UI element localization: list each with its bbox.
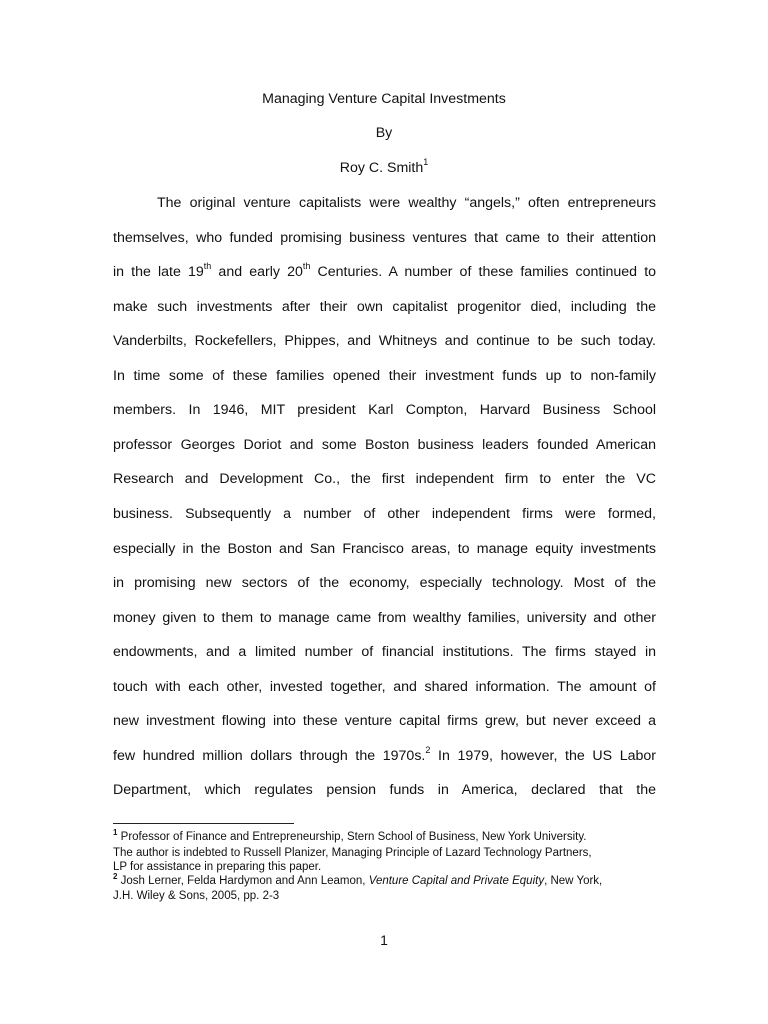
body-line-17-part-a: few hundred million dollars through the 1970s.	[113, 748, 426, 764]
body-line-7: members. In 1946, MIT president Karl Compton, Harvard Business School	[113, 402, 656, 418]
body-line-9: Research and Development Co., the first independent firm to enter the VC	[113, 471, 656, 487]
footnote-2-marker: 2	[113, 872, 118, 882]
footnote-2-line-1	[113, 874, 673, 888]
byline-by: By	[375, 125, 393, 141]
body-line-1: The original venture capitalists were wealthy “angels,” often entrepreneurs	[157, 195, 656, 211]
footnote-1-marker: 1	[113, 828, 118, 838]
body-line-8: professor Georges Doriot and some Boston business leaders founded American	[113, 437, 656, 453]
author-text: Roy C. Smith	[339, 160, 424, 176]
page-number: 1	[380, 932, 388, 948]
superscript-th-2: th	[302, 261, 311, 272]
footnote-1-line-1	[113, 830, 673, 844]
author-footnote-marker: 1	[423, 157, 429, 168]
footnote-2-line-2: J.H. Wiley & Sons, 2005, pp. 2-3	[113, 890, 280, 902]
footnote-separator	[113, 823, 294, 824]
body-line-11: especially in the Boston and San Francisco areas, to manage equity investments	[113, 541, 656, 557]
body-line-3-part-a: in the late 19	[113, 264, 204, 280]
body-line-12: in promising new sectors of the economy, especially technology. Most of the	[113, 575, 656, 591]
footnote-1-line-2: The author is indebted to Russell Planizer, Managing Principle of Lazard Technology Partners,	[113, 847, 592, 859]
footnote-1-text-1: Professor of Finance and Entrepreneurship, Stern School of Business, New York University.	[117, 831, 587, 843]
body-line-15: touch with each other, invested together, and shared information. The amount of	[113, 679, 656, 695]
footnote-2-text-b: , New York,	[544, 875, 603, 887]
body-line-16: new investment flowing into these venture capital firms grew, but never exceed a	[113, 713, 656, 729]
body-line-10: business. Subsequently a number of other independent firms were formed,	[113, 506, 656, 522]
body-line-13: money given to them to manage came from wealthy families, university and other	[113, 610, 656, 626]
body-line-18: Department, which regulates pension funds in America, declared that the	[113, 782, 656, 798]
body-line-3	[113, 262, 656, 282]
body-line-3-part-c: Centuries. A number of these families continued to	[310, 264, 657, 280]
body-line-5: Vanderbilts, Rockefellers, Phippes, and Whitneys and continue to be such today.	[113, 333, 656, 349]
body-line-4: make such investments after their own capitalist progenitor died, including the	[113, 299, 656, 315]
body-line-6: In time some of these families opened their investment funds up to non-family	[113, 368, 656, 384]
footnote-1-line-3: LP for assistance in preparing this paper.	[113, 861, 322, 873]
footnote-ref-2: 2	[425, 745, 431, 756]
document-title: Managing Venture Capital Investments	[262, 91, 506, 107]
author-name	[0, 159, 768, 177]
body-line-3-part-b: and early 20	[211, 264, 303, 280]
body-line-17-part-b: In 1979, however, the US Labor	[430, 748, 656, 764]
body-line-14: endowments, and a limited number of financial institutions. The firms stayed in	[113, 644, 656, 660]
footnote-2-text-a: Josh Lerner, Felda Hardymon and Ann Leamon,	[117, 875, 369, 887]
superscript-th-1: th	[203, 261, 212, 272]
footnote-2-book-title: Venture Capital and Private Equity	[368, 875, 545, 887]
body-line-2: themselves, who funded promising business ventures that came to their attention	[113, 230, 656, 246]
body-line-17	[113, 746, 656, 766]
